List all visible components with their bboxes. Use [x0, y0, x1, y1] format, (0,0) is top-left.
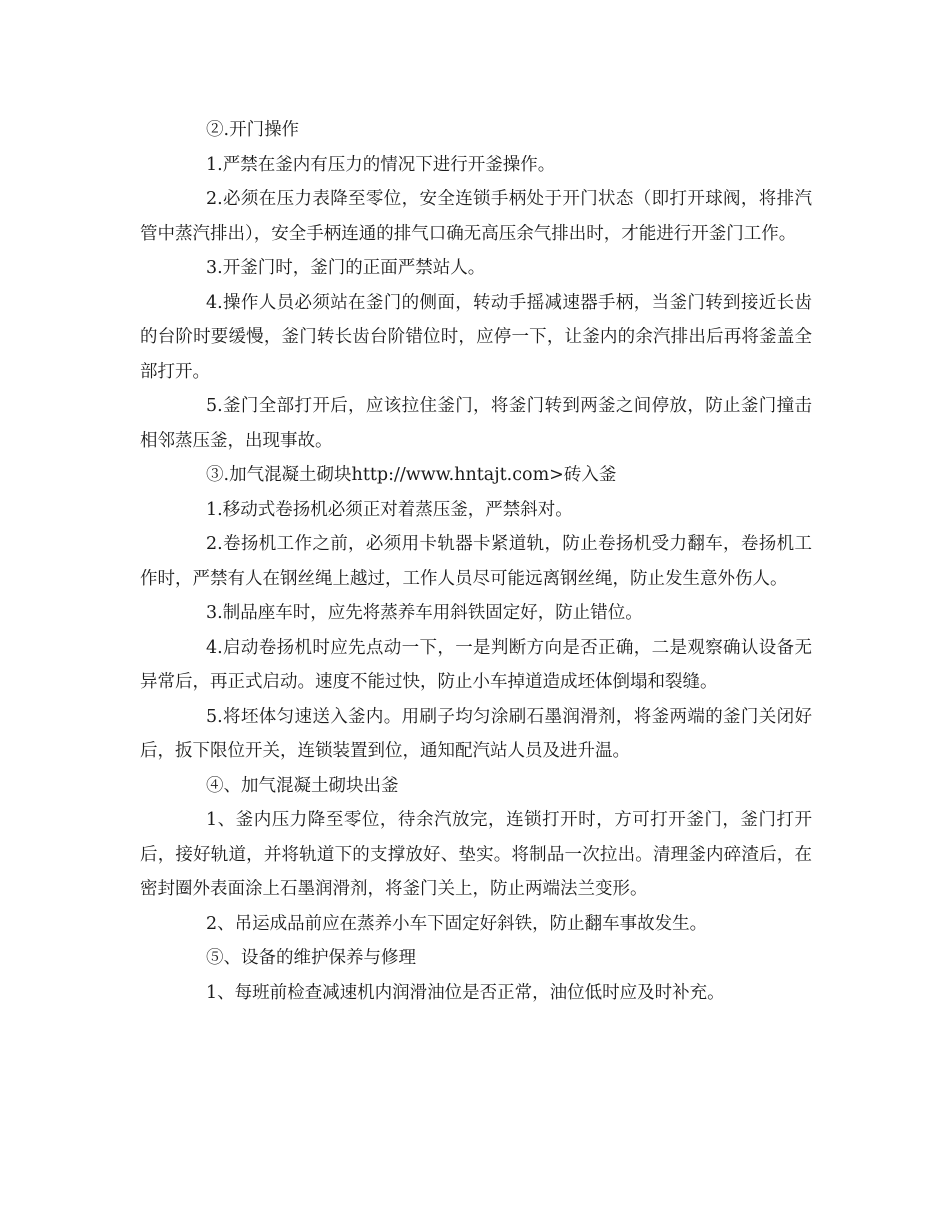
section-heading-maintenance: ⑤、设备的维护保养与修理: [206, 948, 416, 968]
paragraph: 5.将坯体匀速送入釜内。用刷子均匀涂刷石墨润滑剂，将釜两端的釜门关闭好后，扳下限位开关，连锁装置到位，通知配汽站人员及进升温。: [140, 706, 812, 761]
paragraph: 2.卷扬机工作之前，必须用卡轨器卡紧道轨，防止卷扬机受力翻车，卷扬机工作时，严禁有人在钢丝绳上越过，工作人员尽可能远离钢丝绳，防止发生意外伤人。: [140, 534, 812, 589]
section-heading-unloading: ④、加气混凝土砌块出釜: [206, 775, 399, 796]
paragraph: 3.制品座车时，应先将蒸养车用斜铁固定好，防止错位。: [206, 603, 643, 623]
paragraph: 3.开釜门时，釜门的正面严禁站人。: [206, 258, 486, 278]
paragraph: 4.操作人员必须站在釜门的侧面，转动手摇减速器手柄，当釜门转到接近长齿的台阶时要缓慢，釜门转长齿台阶错位时，应停一下，让釜内的余汽排出后再将釜盖全部打开。: [140, 292, 812, 382]
paragraph: 1、釜内压力降至零位，待余汽放完，连锁打开时，方可打开釜门，釜门打开后，接好轨道，并将轨道下的支撑放好、垫实。将制品一次拉出。清理釜内碎渣后，在密封圈外表面涂上石墨润滑剂，将釜门关上，防止两端法兰变形。: [140, 810, 812, 899]
paragraph: 2.必须在压力表降至零位，安全连锁手柄处于开门状态（即打开球阀，将排汽管中蒸汽排出），安全手柄连通的排气口确无高压余气排出时，才能进行开釜门工作。: [140, 189, 812, 244]
paragraph: 5.釜门全部打开后，应该拉住釜门，将釜门转到两釜之间停放，防止釜门撞击相邻蒸压釜，出现事故。: [140, 396, 812, 451]
section-heading-loading: ③.加气混凝土砌块http://www.hntajt.com>砖入釜: [206, 465, 617, 485]
paragraph: 1、每班前检查减速机内润滑油位是否正常，油位低时应及时补充。: [206, 982, 725, 1003]
paragraph: 4.启动卷扬机时应先点动一下，一是判断方向是否正确，二是观察确认设备无异常后，再正式启动。速度不能过快，防止小车掉道造成坯体倒塌和裂缝。: [140, 637, 812, 692]
paragraph: 1.严禁在釜内有压力的情况下进行开釜操作。: [206, 154, 556, 175]
paragraph: 2、吊运成品前应在蒸养小车下固定好斜铁，防止翻车事故发生。: [206, 913, 708, 934]
section-heading-door-opening: ②.开门操作: [206, 120, 300, 140]
paragraph: 1.移动式卷扬机必须正对着蒸压釜，严禁斜对。: [206, 499, 573, 520]
document-body: [140, 113, 812, 1010]
